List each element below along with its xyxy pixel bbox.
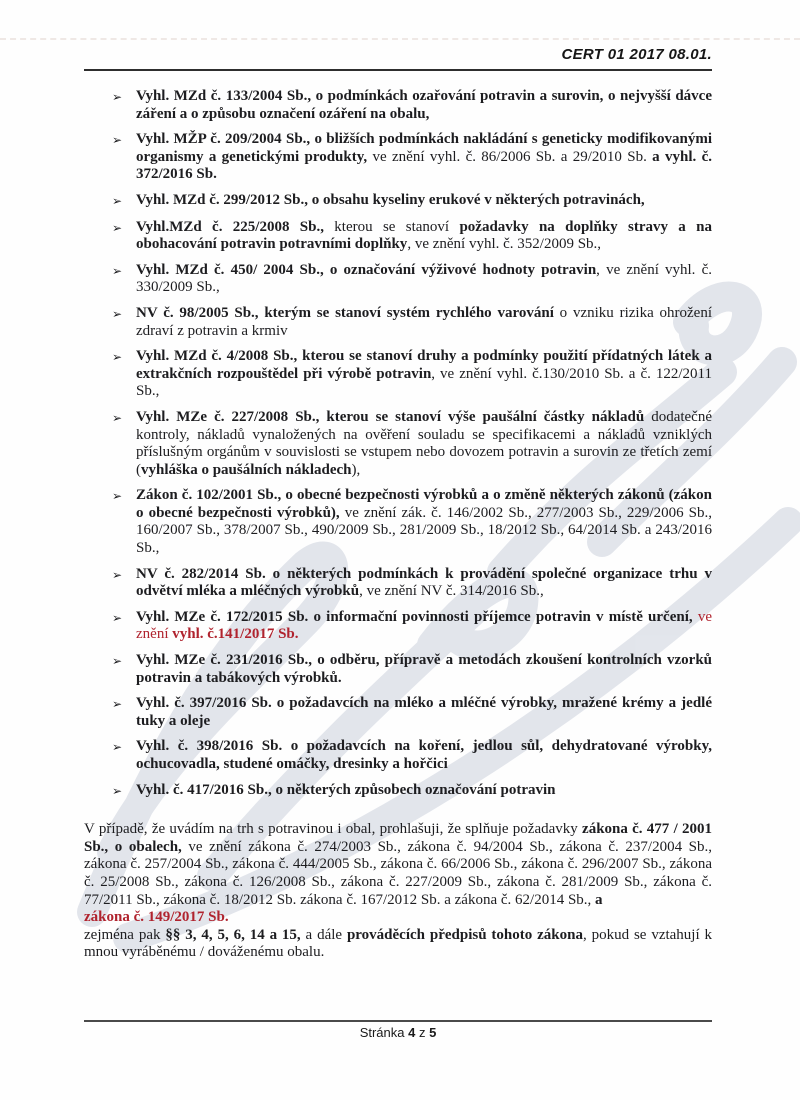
text-segment: Vyhl. č. 417/2016 Sb., o některých způsobech označování potravin xyxy=(136,781,556,798)
text-segment: , ve znění vyhl. č. 330/2009 Sb., xyxy=(136,261,712,296)
regulation-list-item xyxy=(84,609,712,644)
text-segment: Vyhl. MZe č. 172/2015 Sb. o informační povinnosti příjemce potravin v místě určení, xyxy=(136,608,693,625)
text-segment: Stránka xyxy=(359,1025,409,1040)
text-segment: ), xyxy=(351,461,361,478)
text-segment: Vyhl. č. 398/2016 Sb. o požadavcích na koření, jedlou sůl, dehydratované výrobky, ochucovadla, studené omáčky, dresinky a hořčici xyxy=(136,738,712,772)
text-segment: zákona č. 149/2017 Sb. xyxy=(84,909,229,926)
regulation-list-item-text xyxy=(136,487,712,557)
text-segment: Zákon č. 102/2001 Sb., o obecné bezpečnosti výrobků a o změně některých zákonů (zákon o obecné bezpečnosti výrobků), xyxy=(136,487,712,521)
text-segment: ve znění zákona č. 274/2003 Sb., zákona č. 94/2004 Sb., zákona č. 237/2004 Sb., zákona č. 257/2004 Sb., zákona č. 444/2005 Sb., zákona č. 66/2006 Sb., zákona č. 296/2007 Sb., zákona č. 25/2008 Sb., zákona č. 126/2008 Sb., zákona č. 227/2009 Sb., zákona č. 281/2009 Sb., zákona č. 77/2011 Sb., zákona č. 18/2012 Sb. zákona č. 167/2012 Sb. a zákona č. 62/2014 Sb., xyxy=(84,838,713,908)
regulation-list-item xyxy=(84,782,712,801)
text-segment: ve znění xyxy=(136,608,712,643)
text-segment: o vzniku rizika ohrožení zdraví z potravin a krmiv xyxy=(136,304,712,339)
regulation-list-item xyxy=(84,305,712,340)
list-bullet-icon: ➢ xyxy=(112,567,123,582)
regulation-list-item-text xyxy=(136,348,712,401)
text-segment: Vyhl. MZd č. 133/2004 Sb., o podmínkách ozařování potravin a surovin, o nejvyšší dávce záření a o způsobu označení ozáření na obalu, xyxy=(136,88,712,122)
text-segment: a xyxy=(595,891,603,908)
text-segment: V případě, že uvádím na trh s potravinou i obal, prohlašuji, že splňuje požadavky xyxy=(84,821,583,838)
text-segment: kterou se stanoví xyxy=(323,218,460,235)
regulation-list-item-text xyxy=(136,566,712,601)
footer-rule xyxy=(84,1020,712,1022)
text-segment: Vyhl. MZd č. 4/2008 Sb., kterou se stanoví druhy a podmínky použití přídatných látek a extrakčních rozpouštědel při výrobě potravin xyxy=(136,348,712,382)
regulation-list-item-text xyxy=(136,409,712,479)
text-segment: ve znění vyhl. č. 86/2006 Sb. a 29/2010 Sb. xyxy=(367,148,653,165)
list-bullet-icon: ➢ xyxy=(112,654,123,669)
regulation-list-item xyxy=(84,487,712,557)
text-segment: , ve znění NV č. 314/2016 Sb., xyxy=(359,583,544,600)
regulation-list-item xyxy=(84,348,712,401)
header-rule xyxy=(84,69,712,71)
list-bullet-icon: ➢ xyxy=(112,133,123,148)
regulation-list-item xyxy=(84,131,712,184)
list-bullet-icon: ➢ xyxy=(112,90,123,104)
closing-paragraph xyxy=(84,821,712,962)
list-bullet-icon: ➢ xyxy=(112,489,123,504)
regulation-list-item xyxy=(84,192,712,211)
document-code xyxy=(84,46,712,63)
text-segment: , ve znění vyhl. č.130/2010 Sb. a č. 122/2011 Sb., xyxy=(136,365,712,400)
regulation-list-item-text xyxy=(136,738,712,773)
regulation-list-item-text xyxy=(136,695,712,730)
scan-artifact-line xyxy=(0,38,800,40)
text-segment: prováděcích předpisů tohoto zákona xyxy=(346,926,583,943)
document-body xyxy=(84,88,712,962)
text-segment: Vyhl. č. 397/2016 Sb. o požadavcích na mléko a mléčné výrobky, mražené krémy a jedlé tuky a oleje xyxy=(136,695,712,729)
regulation-list-item-text xyxy=(136,192,712,211)
regulation-list-item-text xyxy=(136,131,712,184)
list-bullet-icon: ➢ xyxy=(112,306,123,321)
text-segment: 4 xyxy=(408,1025,416,1040)
regulation-list-item xyxy=(84,695,712,730)
regulation-list-item xyxy=(84,262,712,297)
text-segment: NV č. 282/2014 Sb. o některých podmínkách k provádění společné organizace trhu v odvětví mléka a mléčných výrobků xyxy=(136,565,712,600)
regulation-list-item-text xyxy=(136,652,712,687)
list-bullet-icon: ➢ xyxy=(112,610,123,625)
text-segment: Vyhl. MZe č. 227/2008 Sb., kterou se stanoví výše paušální částky nákladů xyxy=(136,408,645,425)
regulation-list-item-text xyxy=(136,609,712,644)
regulation-list-item xyxy=(84,738,712,773)
regulation-list-item-text xyxy=(136,305,712,340)
regulation-list-item-text xyxy=(136,219,712,254)
regulation-list-item xyxy=(84,652,712,687)
list-bullet-icon: ➢ xyxy=(112,410,123,425)
page-number xyxy=(84,1025,712,1040)
text-segment: Vyhl. MŽP č. 209/2004 Sb., o bližších podmínkách nakládání s geneticky modifikovanými organismy a genetickými produkty, xyxy=(136,131,712,165)
regulation-list xyxy=(84,88,712,800)
list-bullet-icon: ➢ xyxy=(112,783,123,798)
list-bullet-icon: ➢ xyxy=(112,740,123,755)
text-segment: a dále xyxy=(300,926,347,943)
list-bullet-icon: ➢ xyxy=(112,193,123,208)
regulation-list-item xyxy=(84,409,712,479)
regulation-list-item-text xyxy=(136,262,712,297)
text-segment: dodatečné kontroly, nákladů vynaložených na ověření souladu se specifikacemi a nákladů vzniklých příslušným orgánům v souvislosti se vstupem nebo dovozem potravin a surovin ze třetích zemí ( xyxy=(136,408,712,478)
text-segment: 5 xyxy=(429,1025,437,1040)
text-segment: vyhl. č.141/2017 Sb. xyxy=(172,626,299,643)
regulation-list-item xyxy=(84,566,712,601)
text-segment: a vyhl. č. 372/2016 Sb. xyxy=(136,148,713,183)
text-segment: §§ 3, 4, 5, 6, 14 a 15, xyxy=(165,926,301,943)
text-segment: ve znění zák. č. 146/2002 Sb., 277/2003 Sb., 229/2006 Sb., 160/2007 Sb., 378/2007 Sb., 490/2009 Sb., 281/2009 Sb., 18/2012 Sb., 64/2014 Sb. a 243/2016 Sb., xyxy=(136,504,712,557)
list-bullet-icon: ➢ xyxy=(112,697,123,712)
text-segment: Vyhl.MZd č. 225/2008 Sb., xyxy=(136,218,324,235)
regulation-list-item xyxy=(84,219,712,254)
document-code-label: CERT 01 2017 08.01. xyxy=(561,46,712,63)
list-bullet-icon: ➢ xyxy=(112,220,123,235)
text-segment: , pokud se vztahují k mnou vyráběnému / dováženému obalu. xyxy=(84,926,713,961)
text-segment: zejména pak xyxy=(84,926,166,943)
regulation-list-item xyxy=(84,88,712,123)
text-segment: Vyhl. MZd č. 299/2012 Sb., o obsahu kyseliny erukové v některých potravinách, xyxy=(136,191,645,208)
text-segment: požadavky na doplňky stravy a na obohacování potravin potravními doplňky xyxy=(136,218,712,253)
text-segment: zákona č. 477 / 2001 Sb., o obalech, xyxy=(84,821,712,855)
text-segment: NV č. 98/2005 Sb., kterým se stanoví systém rychlého varování xyxy=(136,304,554,321)
regulation-list-item-text xyxy=(136,88,712,123)
list-bullet-icon: ➢ xyxy=(112,350,123,365)
text-segment: Vyhl. MZd č. 450/ 2004 Sb., o označování výživové hodnoty potravin xyxy=(136,261,597,278)
text-segment: z xyxy=(415,1025,430,1040)
text-segment: vyhláška o paušálních nákladech xyxy=(141,461,352,478)
text-segment: , ve znění vyhl. č. 352/2009 Sb., xyxy=(407,236,602,253)
text-segment: Vyhl. MZe č. 231/2016 Sb., o odběru, přípravě a metodách zkoušení kontrolních vzorků potravin a tabákových výrobků. xyxy=(136,652,712,686)
regulation-list-item-text xyxy=(136,782,712,801)
list-bullet-icon: ➢ xyxy=(112,263,123,278)
